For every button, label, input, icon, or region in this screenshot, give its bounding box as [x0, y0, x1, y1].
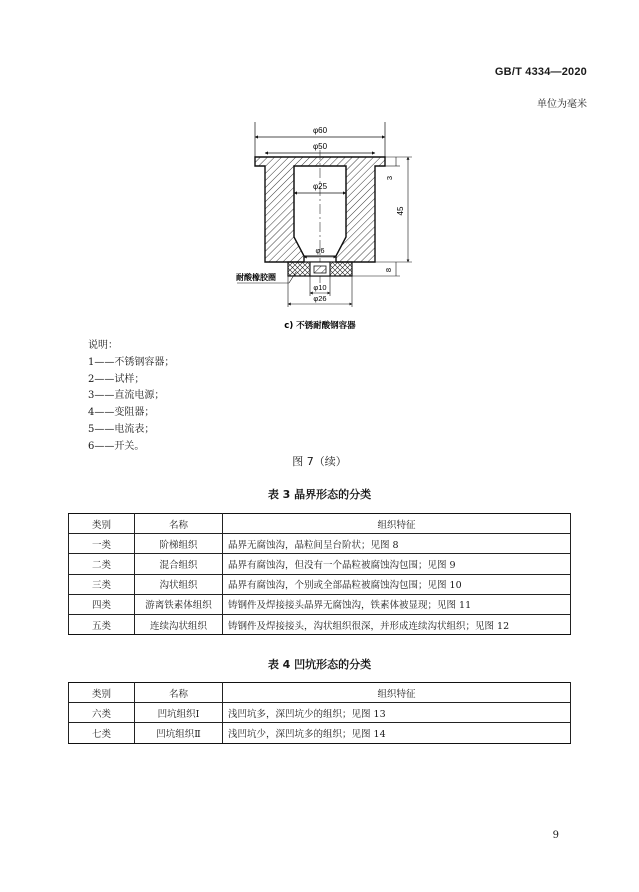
- cell-category: 三类: [69, 574, 135, 594]
- table3: [68, 513, 571, 635]
- dim-d50: φ50: [312, 142, 328, 151]
- header-name: 名称: [135, 514, 223, 534]
- header-category: 类别: [69, 514, 135, 534]
- legend-item: 1——不锈钢容器；: [88, 356, 175, 368]
- cell-category: 四类: [69, 594, 135, 614]
- table-row: [69, 534, 571, 554]
- table-header-row: [69, 514, 571, 534]
- cell-category: 二类: [69, 554, 135, 574]
- figure-caption: 图 7（续）: [292, 455, 347, 468]
- dim-h3: 3: [385, 175, 394, 181]
- legend-item: 3——直流电源；: [88, 390, 165, 402]
- legend-item: 6——开关。: [88, 440, 145, 452]
- cell-feature: 铸钢件及焊接接头，沟状组织很深，并形成连续沟状组织；见图 12: [223, 614, 571, 634]
- legend-item: 5——电流表；: [88, 423, 155, 435]
- cell-name: 沟状组织: [135, 574, 223, 594]
- cell-name: 凹坑组织Ⅱ: [135, 723, 223, 743]
- cell-feature: 晶界无腐蚀沟，晶粒间呈台阶状；见图 8: [223, 534, 571, 554]
- unit-note: 单位为毫米: [537, 99, 587, 110]
- table-row: [69, 574, 571, 594]
- standard-code: GB/T 4334—2020: [494, 66, 587, 78]
- table4: [68, 682, 571, 744]
- header-name: 名称: [135, 683, 223, 703]
- cell-feature: 晶界有腐蚀沟，但没有一个晶粒被腐蚀沟包围；见图 9: [223, 554, 571, 574]
- specimen: [314, 266, 326, 273]
- table-row: [69, 723, 571, 743]
- table-header-row: [69, 683, 571, 703]
- legend-title: 说明：: [88, 340, 118, 351]
- dim-d26: φ26: [313, 294, 327, 303]
- cell-category: 五类: [69, 614, 135, 634]
- cell-feature: 铸钢件及焊接接头晶界无腐蚀沟，铁素体被显现；见图 11: [223, 594, 571, 614]
- cell-category: 六类: [69, 703, 135, 723]
- table-row: [69, 594, 571, 614]
- cell-feature: 晶界有腐蚀沟，个别或全部晶粒被腐蚀沟包围；见图 10: [223, 574, 571, 594]
- table-row: [69, 614, 571, 634]
- legend-item: 2——试样；: [88, 373, 145, 385]
- legend-item: 4——变阻器；: [88, 407, 155, 419]
- rubber-label: 耐酸橡胶圈: [236, 273, 276, 282]
- sub-caption: c) 不锈耐酸钢容器: [284, 321, 356, 331]
- cell-feature: 浅凹坑少，深凹坑多的组织；见图 14: [223, 723, 571, 743]
- cell-name: 连续沟状组织: [135, 614, 223, 634]
- dim-h45: 45: [396, 206, 405, 216]
- cell-name: 凹坑组织Ⅰ: [135, 703, 223, 723]
- dim-d25: φ25: [312, 182, 328, 191]
- table4-title: 表 4 凹坑形态的分类: [267, 658, 372, 671]
- dim-d6: φ6: [315, 246, 325, 255]
- cell-name: 阶梯组织: [135, 534, 223, 554]
- cell-category: 七类: [69, 723, 135, 743]
- dim-d60: φ60: [312, 126, 328, 135]
- dim-h8: 8: [384, 267, 393, 273]
- table-row: [69, 703, 571, 723]
- dim-d10: φ10: [313, 283, 327, 292]
- cell-feature: 浅凹坑多，深凹坑少的组织；见图 13: [223, 703, 571, 723]
- cell-name: 游离铁素体组织: [135, 594, 223, 614]
- container-drawing: [0, 0, 639, 340]
- page-number: 9: [552, 830, 559, 841]
- table3-title: 表 3 晶界形态的分类: [267, 488, 372, 501]
- cell-name: 混合组织: [135, 554, 223, 574]
- header-category: 类别: [69, 683, 135, 703]
- header-feature: 组织特征: [223, 683, 571, 703]
- legend: [88, 338, 174, 456]
- table-row: [69, 554, 571, 574]
- cell-category: 一类: [69, 534, 135, 554]
- header-feature: 组织特征: [223, 514, 571, 534]
